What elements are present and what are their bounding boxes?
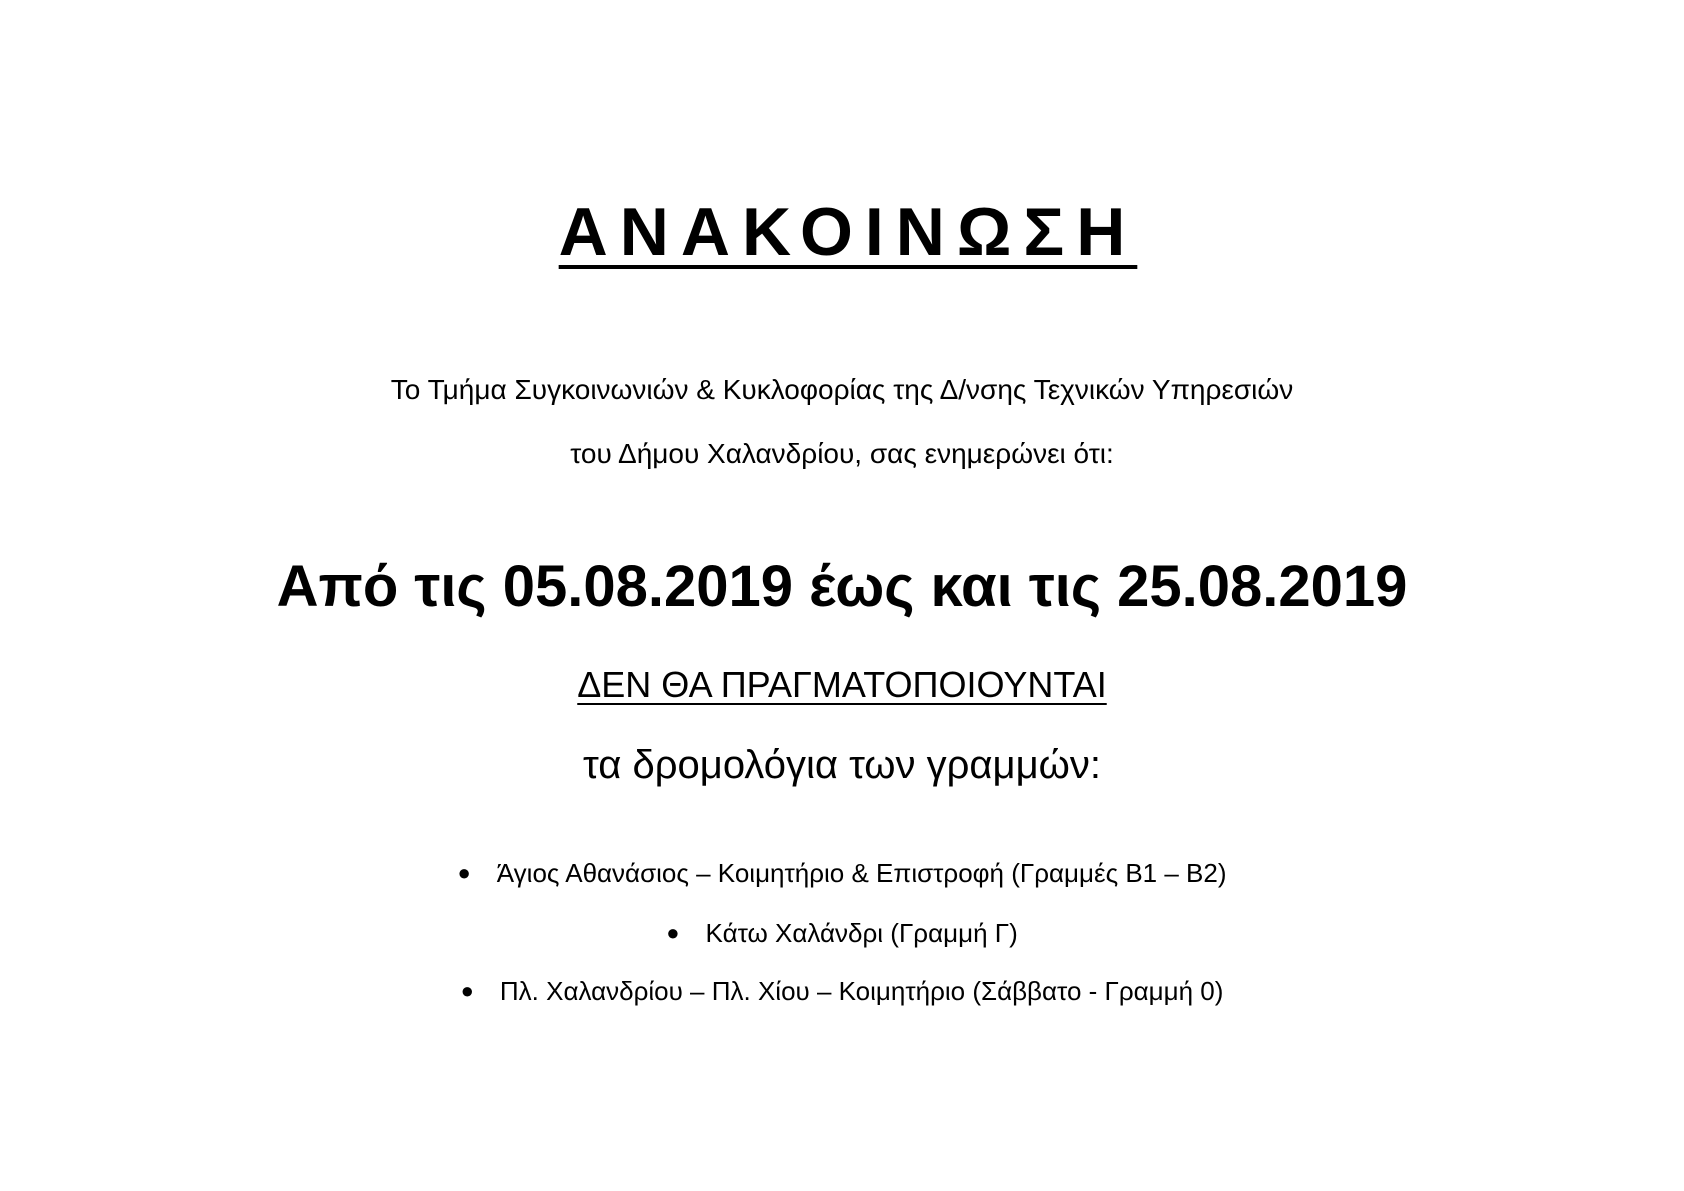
route-list-item [0,856,1684,890]
cancellation-notice-text: ΔΕΝ ΘΑ ΠΡΑΓΜΑΤΟΠΟΙΟΥΝΤΑΙ [577,664,1107,705]
date-range-heading: Από τις 05.08.2019 έως και τις 25.08.2019 [276,554,1408,619]
announcement-title [0,192,1684,272]
bullet-icon: ● [460,978,474,1003]
route-label: Κάτω Χαλάνδρι (Γραμμή Γ) [705,918,1018,948]
bullet-icon: ● [666,920,680,945]
bullet-icon: ● [457,860,471,885]
intro-line-1: Το Τμήμα Συγκοινωνιών & Κυκλοφορίας της Δ/νσης Τεχνικών Υπηρεσιών [390,374,1294,405]
route-list-item [0,916,1684,950]
route-label: Πλ. Χαλανδρίου – Πλ. Χίου – Κοιμητήριο (Σάββατο - Γραμμή 0) [499,976,1224,1006]
announcement-title-text: ΑΝΑΚΟΙΝΩΣΗ [558,194,1138,270]
route-list-item [0,974,1684,1008]
cancellation-notice [0,662,1684,708]
route-label: Άγιος Αθανάσιος – Κοιμητήριο & Επιστροφή (Γραμμές Β1 – Β2) [496,858,1227,888]
routes-intro: τα δρομολόγια των γραμμών: [583,743,1101,787]
intro-line-2: του Δήμου Χαλανδρίου, σας ενημερώνει ότι: [570,438,1114,469]
